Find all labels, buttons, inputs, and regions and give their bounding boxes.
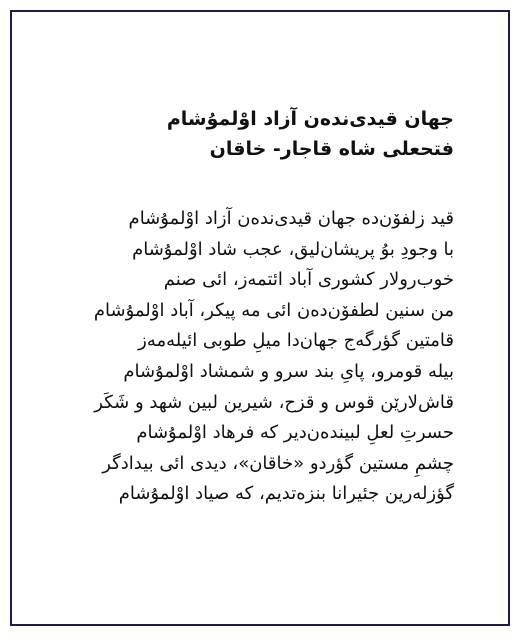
poem-title: جهان قیدی‌نده‌ن آزاد اوْلمۇشام bbox=[166, 108, 454, 130]
poem-author: فتحعلی شاه قاجار- خاقان bbox=[209, 138, 454, 160]
poem-line-1: قید زلفۆن‌ده جهان قیدی‌نده‌ن آزاد اوْلمۇشام bbox=[128, 208, 454, 229]
poem-block bbox=[74, 104, 454, 510]
poem-line-6: بیله قومرو، پایِ بند سرو و شمشاد اوْلمۇشام bbox=[123, 360, 454, 382]
poem-line-3: خوب‌رولار کشوری آباد ائتمه‌ز، ائی صنم bbox=[163, 269, 454, 291]
poem-line-2: با وجودِ بوُ پریشان‌لیق، عجب شاد اوْلمۇشام bbox=[132, 238, 454, 260]
poem-line-10: گؤزله‌رین جئیرانا بنزه‌تدیم، که صیاد اوْلمۇشام bbox=[118, 483, 454, 505]
poem-line-7: قاش‌لارێن قوس و قزح، شیرین لبین شهد و شَکَر bbox=[94, 391, 454, 413]
title-spacer bbox=[74, 164, 454, 204]
poem-line-5: قامتین گؤرگه‌ج جهان‌دا میلِ طوبی ائیله‌مه‌ز bbox=[138, 330, 454, 352]
poem-line-4: من سنین لطفۆن‌ده‌ن ائی مه پیکر، آباد اوْلمۇشام bbox=[93, 299, 454, 321]
poem-line-9: چشمِ مستین گؤردو «خاقان»، دیدی ائی بیدادگر bbox=[102, 452, 454, 474]
page-frame bbox=[10, 10, 510, 626]
poem-line-8: حسرتِ لعلِ لبینده‌ن‌دیر که فرهاد اوْلمۇشام bbox=[136, 422, 454, 444]
